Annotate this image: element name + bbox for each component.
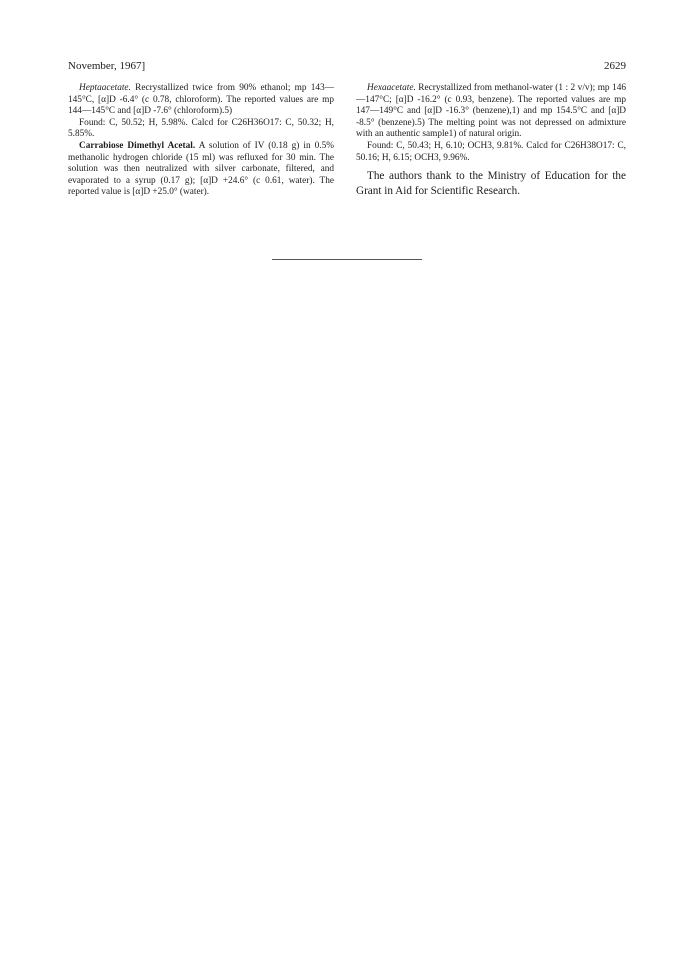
acknowledgement-paragraph: The authors thank to the Ministry of Education for the Grant in Aid for Scientific Research.: [356, 170, 626, 198]
heptaacetate-label: Heptaacetate.: [79, 83, 131, 93]
found-paragraph-2: Found: C, 50.43; H, 6.10; OCH3, 9.81%. Calcd for C26H38O17: C, 50.16; H, 6.15; OCH3, 9.96%.: [356, 140, 626, 163]
header-date: November, 1967]: [68, 60, 146, 72]
acetal-body: A solution of IV (0.18 g) in 0.5% methanolic hydrogen chloride (15 ml) was refluxed for 30 min. The solution was then neutralized with silver carbonate, filtered, and evaporated to a syrup (0.17 g); [α]D +24.6° (c 0.61, water). The reported value is [α]D +25.0° (water).: [68, 140, 334, 198]
found-paragraph-1: Found: C, 50.52; H, 5.98%. Calcd for C26H36O17: C, 50.32; H, 5.85%.: [68, 117, 334, 140]
running-header: [68, 60, 626, 76]
acetal-label: Carrabiose Dimethyl Acetal.: [79, 140, 196, 151]
page-number: 2629: [604, 60, 626, 72]
acetal-paragraph: [68, 141, 334, 199]
end-rule: [272, 259, 422, 260]
heptaacetate-paragraph: [68, 83, 334, 118]
left-column: [68, 83, 334, 199]
hexaacetate-paragraph: [356, 83, 626, 141]
right-column: [356, 83, 626, 199]
hexaacetate-label: Hexaacetate.: [367, 83, 416, 93]
heptaacetate-body: Recrystallized twice from 90% ethanol; mp 143—145°C, [α]D -6.4° (c 0.78, chloroform). The reported values are mp 144—145°C and [α]D -7.6° (chloroform).5): [68, 83, 334, 117]
hexaacetate-body: Recrystallized from methanol-water (1 : 2 v/v); mp 146—147°C; [α]D -16.2° (c 0.93, benzene). The reported values are mp 147—149°C and [α]D -16.3° (benzene),1) and mp 154.5°C and [α]D -8.5° (benzene).5) The melting point was not depressed on admixture with an authentic sample1) of natural origin.: [356, 83, 626, 140]
